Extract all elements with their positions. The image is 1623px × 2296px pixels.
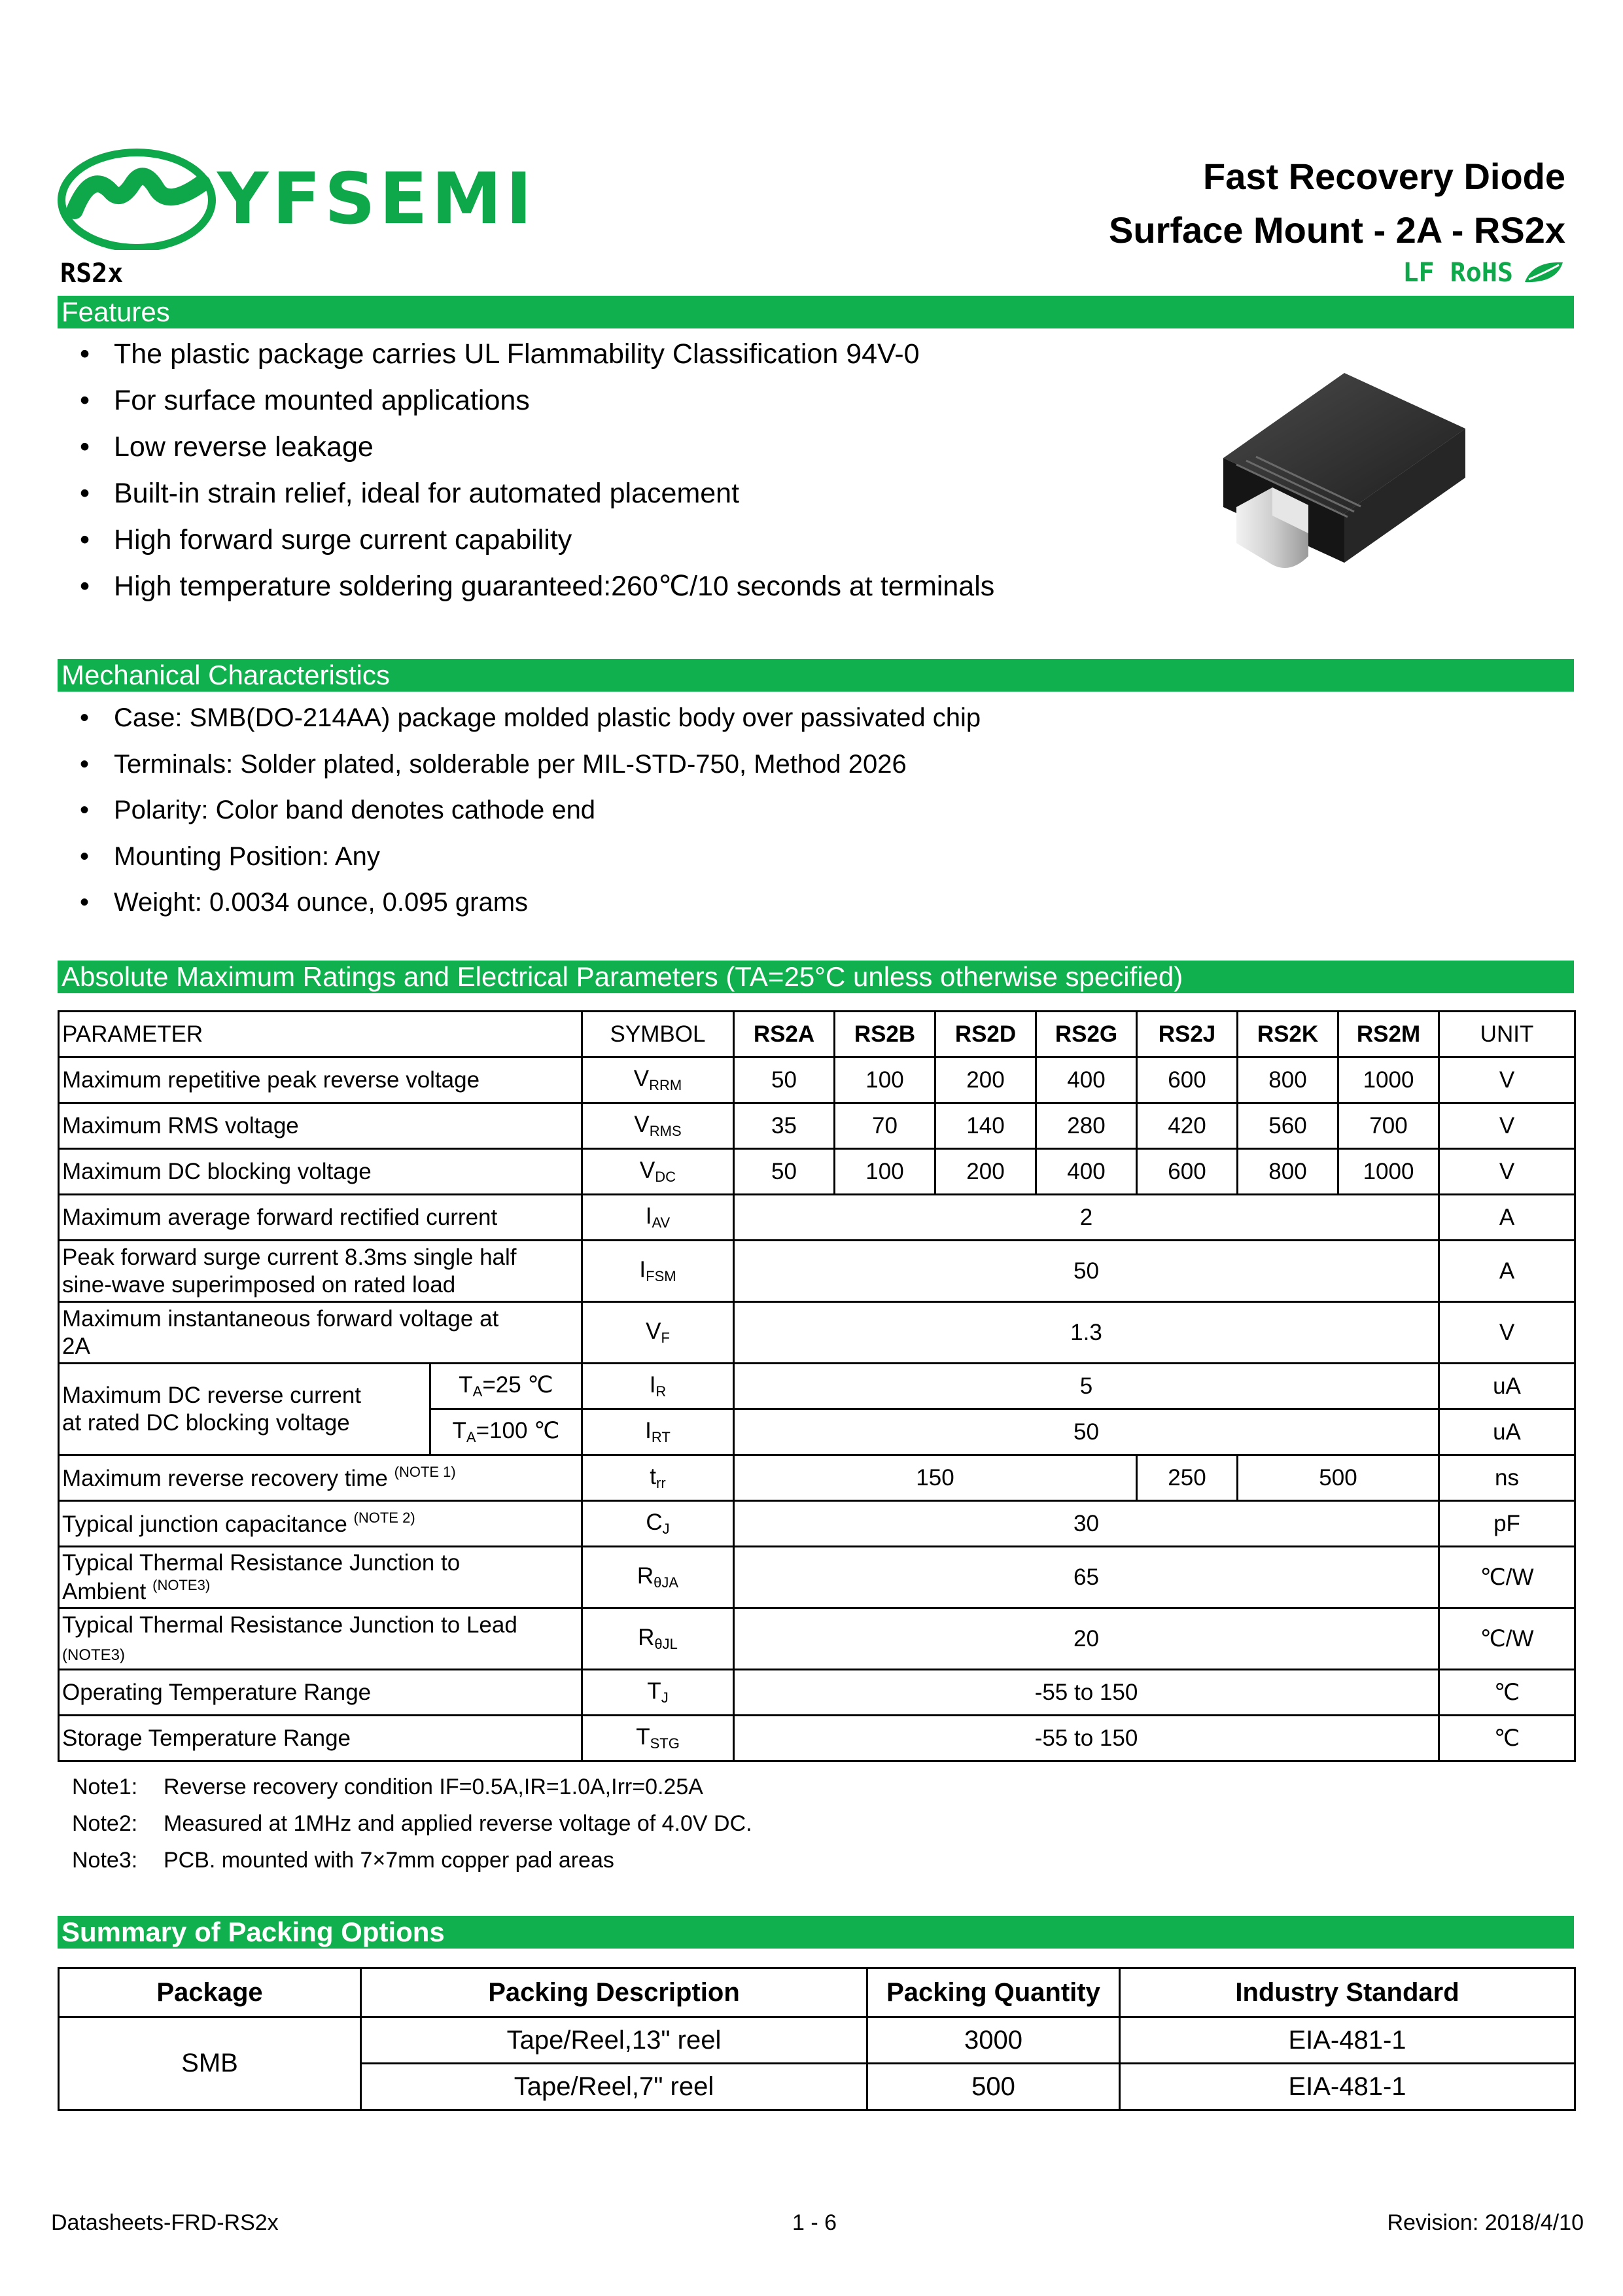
col-part: RS2A [734, 1012, 835, 1057]
param-label: Storage Temperature Range [59, 1716, 582, 1761]
package-cell: SMB [59, 2017, 361, 2110]
value-cell: 560 [1238, 1103, 1338, 1149]
value-cell: 280 [1036, 1103, 1137, 1149]
symbol-cell [582, 1501, 734, 1547]
value-cell: 20 [734, 1608, 1439, 1670]
rohs-badge [1403, 256, 1565, 289]
symbol: V [634, 1112, 650, 1138]
symbol: V [639, 1157, 655, 1184]
symbol-sub: θJA [654, 1574, 679, 1591]
value-cell: 400 [1036, 1057, 1137, 1103]
symbol: I [639, 1257, 646, 1283]
value-cell: 150 [734, 1455, 1137, 1501]
value-cell: 2 [734, 1195, 1439, 1241]
doc-title-line2: Surface Mount - 2A - RS2x [1108, 209, 1565, 251]
note-row: Note2: Measured at 1MHz and applied reverse voltage of 4.0V DC. [72, 1811, 752, 1836]
value-cell: 800 [1238, 1057, 1338, 1103]
packing-quantity: 500 [867, 2064, 1120, 2110]
unit-cell: uA [1439, 1409, 1575, 1455]
table-row [59, 1547, 1575, 1608]
mechanical-item: • Polarity: Color band denotes cathode end [76, 787, 981, 834]
unit-cell: A [1439, 1241, 1575, 1302]
packing-description: Tape/Reel,13" reel [361, 2017, 867, 2064]
symbol-cell [582, 1608, 734, 1670]
unit-cell: ℃/W [1439, 1608, 1575, 1670]
packing-heading: Summary of Packing Options [58, 1916, 1574, 1949]
value-cell: 35 [734, 1103, 835, 1149]
note-row: Note3: PCB. mounted with 7×7mm copper pad areas [72, 1848, 614, 1873]
table-row [59, 1501, 1575, 1547]
packing-col-header: Industry Standard [1120, 1968, 1575, 2017]
table-row [59, 1608, 1575, 1670]
table-row [59, 1195, 1575, 1241]
symbol-sub: AV [652, 1214, 671, 1231]
table-row [59, 1364, 1575, 1409]
param-label: Maximum DC reverse current at rated DC blocking voltage [59, 1364, 430, 1455]
value-cell: 420 [1137, 1103, 1238, 1149]
symbol-sub: STG [650, 1735, 680, 1752]
value-cell: 50 [734, 1149, 835, 1195]
symbol-cell [582, 1195, 734, 1241]
packing-col-header: Packing Quantity [867, 1968, 1120, 2017]
value-cell: 140 [935, 1103, 1036, 1149]
footer-page: 1 - 6 [792, 2210, 837, 2235]
mechanical-list [76, 695, 981, 926]
col-part: RS2M [1338, 1012, 1439, 1057]
symbol-cell [582, 1103, 734, 1149]
col-symbol: SYMBOL [582, 1012, 734, 1057]
symbol: T [647, 1678, 661, 1704]
unit-cell: V [1439, 1149, 1575, 1195]
symbol: I [645, 1203, 652, 1229]
feature-item: • Built-in strain relief, ideal for automated placement [76, 470, 994, 517]
mechanical-heading: Mechanical Characteristics [58, 659, 1574, 692]
doc-title-line1: Fast Recovery Diode [1203, 156, 1565, 197]
symbol-cell [582, 1241, 734, 1302]
symbol-sub: RMS [649, 1123, 682, 1140]
value-cell: 250 [1137, 1455, 1238, 1501]
packing-description: Tape/Reel,7" reel [361, 2064, 867, 2110]
value-cell: 5 [734, 1364, 1439, 1409]
mechanical-item: • Weight: 0.0034 ounce, 0.095 grams [76, 879, 981, 926]
value-cell: 400 [1036, 1149, 1137, 1195]
features-list [76, 331, 994, 610]
param-label: Peak forward surge current 8.3ms single half sine-wave superimposed on rated load [59, 1241, 582, 1302]
symbol-sub: θJL [654, 1636, 678, 1653]
condition-cell: $T_A=100$ ℃ [430, 1409, 582, 1455]
param-label: Maximum instantaneous forward voltage at 2A [59, 1302, 582, 1364]
unit-cell: ℃ [1439, 1716, 1575, 1761]
col-part: RS2B [835, 1012, 935, 1057]
table-row [59, 1057, 1575, 1103]
col-part: RS2D [935, 1012, 1036, 1057]
param-label: Maximum repetitive peak reverse voltage [59, 1057, 582, 1103]
symbol: I [649, 1372, 656, 1398]
param-label: Typical Thermal Resistance Junction to Ambient $^{(NOTE3)}$ [59, 1547, 582, 1608]
feature-item: • High forward surge current capability [76, 517, 994, 563]
value-cell: 600 [1137, 1057, 1238, 1103]
feature-item: • For surface mounted applications [76, 378, 994, 424]
unit-cell: uA [1439, 1364, 1575, 1409]
col-parameter: PARAMETER [59, 1012, 582, 1057]
col-part: RS2G [1036, 1012, 1137, 1057]
symbol: R [637, 1563, 654, 1589]
unit-cell: ℃ [1439, 1670, 1575, 1716]
symbol-sub: J [662, 1521, 670, 1538]
symbol-sub: RRM [649, 1077, 682, 1094]
symbol: t [650, 1464, 657, 1490]
symbol-cell [582, 1364, 734, 1409]
symbol: C [646, 1510, 663, 1536]
param-label: Operating Temperature Range [59, 1670, 582, 1716]
symbol-sub: J [661, 1689, 669, 1706]
unit-cell: pF [1439, 1501, 1575, 1547]
param-label: Maximum RMS voltage [59, 1103, 582, 1149]
packing-col-header: Packing Description [361, 1968, 867, 2017]
note-row: Note1: Reverse recovery condition IF=0.5A,IR=1.0A,Irr=0.25A [72, 1775, 703, 1799]
packing-table [58, 1967, 1576, 2111]
symbol: R [638, 1625, 655, 1651]
value-cell: 50 [734, 1409, 1439, 1455]
symbol-sub: rr [656, 1475, 666, 1492]
symbol-cell [582, 1547, 734, 1608]
symbol-cell [582, 1409, 734, 1455]
symbol-cell [582, 1149, 734, 1195]
mechanical-item: • Mounting Position: Any [76, 834, 981, 880]
packing-standard: EIA-481-1 [1120, 2064, 1575, 2110]
unit-cell: A [1439, 1195, 1575, 1241]
table-header-row [59, 1012, 1575, 1057]
value-cell: 1000 [1338, 1149, 1439, 1195]
packing-quantity: 3000 [867, 2017, 1120, 2064]
unit-cell: V [1439, 1057, 1575, 1103]
col-unit: UNIT [1439, 1012, 1575, 1057]
packing-row [59, 2017, 1575, 2064]
packing-standard: EIA-481-1 [1120, 2017, 1575, 2064]
symbol-cell [582, 1670, 734, 1716]
value-cell: 200 [935, 1057, 1036, 1103]
table-row [59, 1103, 1575, 1149]
symbol-cell [582, 1455, 734, 1501]
value-cell: 100 [835, 1057, 935, 1103]
feature-item: • Low reverse leakage [76, 424, 994, 470]
value-cell: 30 [734, 1501, 1439, 1547]
table-row [59, 1670, 1575, 1716]
symbol-sub: R [655, 1383, 667, 1400]
symbol-sub: F [661, 1330, 670, 1347]
unit-cell: V [1439, 1302, 1575, 1364]
symbol-sub: DC [655, 1169, 676, 1186]
col-part: RS2K [1238, 1012, 1338, 1057]
brand-logo [55, 145, 536, 250]
value-cell: 1000 [1338, 1057, 1439, 1103]
value-cell: 800 [1238, 1149, 1338, 1195]
packing-header-row [59, 1968, 1575, 2017]
param-label: Typical Thermal Resistance Junction to Lead (NOTE3) [59, 1608, 582, 1670]
unit-cell: ns [1439, 1455, 1575, 1501]
param-label: Typical junction capacitance $^{(NOTE 2)}$ [59, 1501, 582, 1547]
value-cell: 200 [935, 1149, 1036, 1195]
value-cell: 50 [734, 1057, 835, 1103]
symbol-sub: FSM [646, 1268, 676, 1285]
value-cell: -55 to 150 [734, 1716, 1439, 1761]
footer-doc: Datasheets-FRD-RS2x [51, 2210, 279, 2235]
feature-item: • High temperature soldering guaranteed:260℃/10 seconds at terminals [76, 563, 994, 610]
param-label: Maximum average forward rectified current [59, 1195, 582, 1241]
value-cell: 500 [1238, 1455, 1439, 1501]
symbol: V [633, 1066, 650, 1092]
symbol-sub: RT [651, 1429, 671, 1446]
notes [72, 1769, 752, 1879]
value-cell: 600 [1137, 1149, 1238, 1195]
table-row [59, 1716, 1575, 1761]
leaf-icon [1522, 260, 1565, 286]
value-cell: 1.3 [734, 1302, 1439, 1364]
part-number-label: RS2x [60, 258, 124, 289]
value-cell: -55 to 150 [734, 1670, 1439, 1716]
symbol-cell [582, 1302, 734, 1364]
table-row [59, 1455, 1575, 1501]
brand-name: YFSEMI [217, 158, 536, 240]
value-cell: 700 [1338, 1103, 1439, 1149]
table-row [59, 1302, 1575, 1364]
param-label: Maximum DC blocking voltage [59, 1149, 582, 1195]
symbol: T [636, 1724, 650, 1750]
value-cell: 70 [835, 1103, 935, 1149]
symbol: V [646, 1318, 661, 1345]
mechanical-item: • Terminals: Solder plated, solderable per MIL-STD-750, Method 2026 [76, 741, 981, 788]
ratings-heading: Absolute Maximum Ratings and Electrical Parameters (TA=25°C unless otherwise specified) [58, 961, 1574, 993]
footer-revision: Revision: 2018/4/10 [1387, 2210, 1584, 2235]
table-row [59, 1149, 1575, 1195]
unit-cell: ℃/W [1439, 1547, 1575, 1608]
ratings-table [58, 1010, 1576, 1762]
symbol-cell [582, 1716, 734, 1761]
features-heading: Features [58, 296, 1574, 328]
param-label: Maximum reverse recovery time $^{(NOTE 1)}$ [59, 1455, 582, 1501]
symbol-cell [582, 1057, 734, 1103]
packing-col-header: Package [59, 1968, 361, 2017]
unit-cell: V [1439, 1103, 1575, 1149]
value-cell: 100 [835, 1149, 935, 1195]
value-cell: 65 [734, 1547, 1439, 1608]
col-part: RS2J [1137, 1012, 1238, 1057]
symbol: I [645, 1418, 652, 1444]
rohs-text: LF RoHS [1403, 258, 1513, 288]
smb-package-image [1217, 366, 1478, 582]
feature-item: • The plastic package carries UL Flammability Classification 94V-0 [76, 331, 994, 378]
mechanical-item: • Case: SMB(DO-214AA) package molded plastic body over passivated chip [76, 695, 981, 741]
table-row [59, 1241, 1575, 1302]
condition-cell: $T_A=25$ ℃ [430, 1364, 582, 1409]
value-cell: 50 [734, 1241, 1439, 1302]
